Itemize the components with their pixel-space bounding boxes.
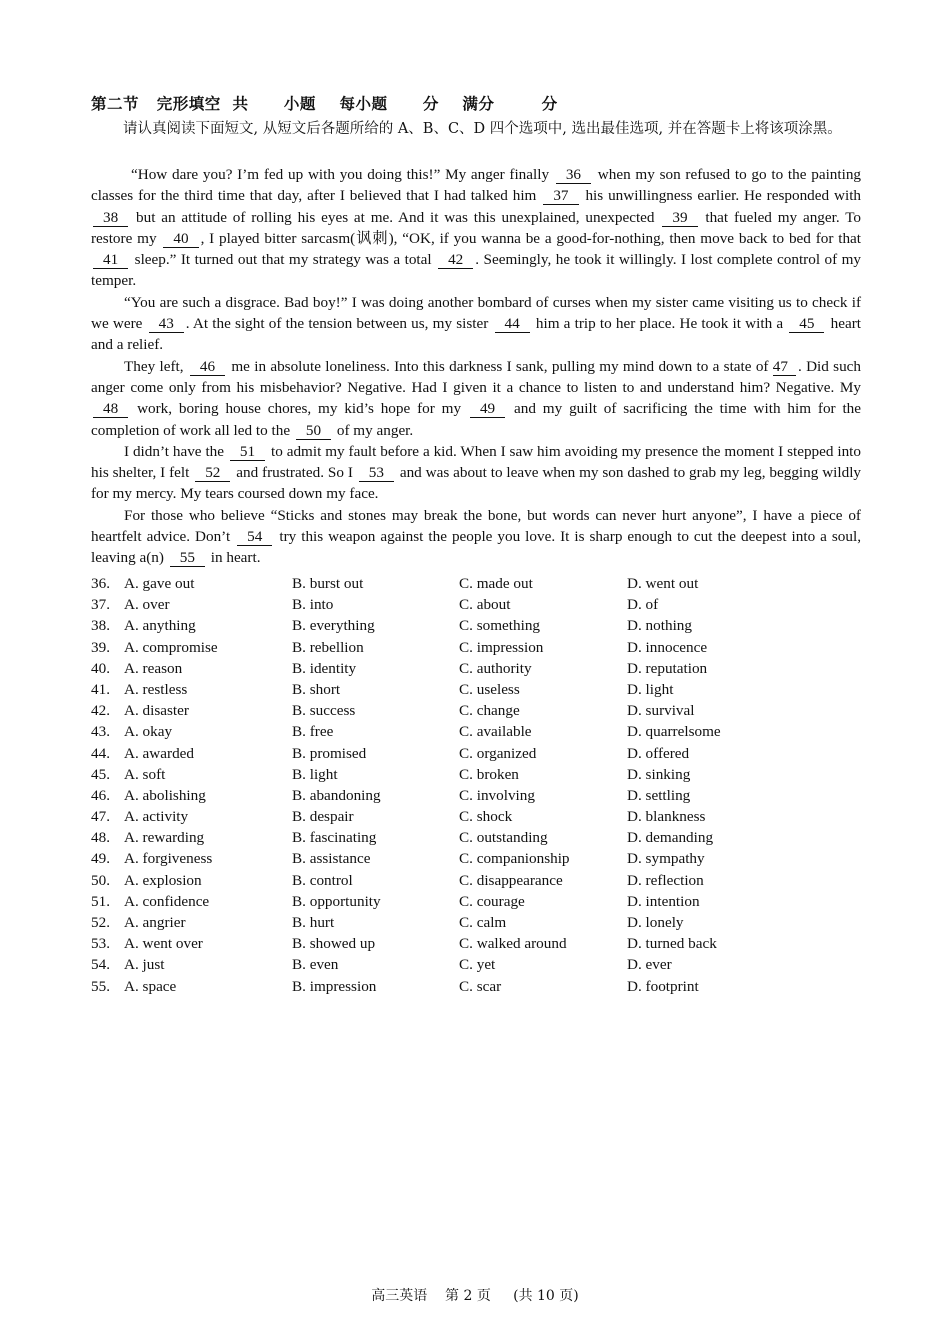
option-d[interactable]: D. offered: [627, 744, 690, 762]
option-b[interactable]: B. despair: [292, 808, 354, 826]
option-c[interactable]: C. something: [459, 617, 541, 635]
option-a[interactable]: A. forgiveness: [124, 850, 213, 868]
passage-text: and frustrated. So I: [236, 464, 353, 482]
question-number: 49.: [91, 850, 110, 868]
question-number: 47.: [91, 808, 110, 826]
option-d[interactable]: D. blankness: [627, 808, 706, 826]
option-a[interactable]: A. okay: [124, 723, 173, 741]
passage-text: to admit my fault before a kid. When I saw him avoiding my presence the moment I stepped into his shelter, I felt: [91, 442, 861, 482]
passage-text: I didn’t have the: [124, 442, 224, 460]
passage-text: of my anger.: [336, 421, 414, 439]
blank-36: 36: [556, 166, 591, 184]
blank-48: 48: [93, 400, 128, 418]
option-d[interactable]: D. survival: [627, 702, 695, 720]
option-c[interactable]: C. disappearance: [459, 871, 563, 889]
question-number: 43.: [91, 723, 110, 741]
blank-50: 50: [296, 422, 331, 440]
option-row: [91, 658, 871, 679]
passage-text: work, boring house chores, my kid’s hope for my: [137, 400, 462, 418]
option-row: [91, 637, 871, 658]
passage-text: but an attitude of rolling his eyes at me. And it was this unexplained, unexpected: [136, 208, 655, 226]
option-row: [91, 848, 871, 869]
option-b[interactable]: B. fascinating: [292, 829, 377, 847]
option-d[interactable]: D. turned back: [627, 935, 717, 953]
option-c[interactable]: C. companionship: [459, 850, 570, 868]
option-b[interactable]: B. free: [292, 723, 334, 741]
option-a[interactable]: A. disaster: [124, 702, 189, 720]
passage-text: try this weapon against the people you love. It is sharp enough to cut the deepest into a soul, leaving a(n): [91, 528, 862, 567]
option-b[interactable]: B. everything: [292, 617, 375, 635]
blank-37: 37: [543, 187, 578, 205]
option-d[interactable]: D. demanding: [627, 829, 714, 847]
passage-text: , I played bitter sarcasm(讽刺), “OK, if you wanna be a good-for-nothing, then move back to bed for that: [200, 229, 862, 247]
option-c[interactable]: C. about: [459, 596, 511, 614]
answer-options: [91, 573, 871, 997]
question-number: 41.: [91, 680, 110, 698]
option-a[interactable]: A. restless: [124, 680, 188, 698]
option-row: [91, 912, 871, 933]
option-b[interactable]: B. control: [292, 871, 353, 889]
option-a[interactable]: A. soft: [124, 765, 166, 783]
blank-38: 38: [93, 209, 128, 227]
option-d[interactable]: D. sinking: [627, 765, 691, 783]
option-b[interactable]: B. promised: [292, 744, 367, 762]
question-number: 44.: [91, 744, 110, 762]
passage-text: They left,: [124, 357, 184, 375]
option-a[interactable]: A. reason: [124, 659, 183, 677]
question-number: 53.: [91, 935, 110, 953]
option-row: [91, 976, 871, 997]
option-c[interactable]: C. shock: [459, 808, 513, 826]
option-c[interactable]: C. useless: [459, 680, 520, 698]
option-c[interactable]: C. walked around: [459, 935, 567, 953]
option-c[interactable]: C. calm: [459, 914, 507, 931]
option-d[interactable]: D. intention: [627, 892, 700, 910]
option-b[interactable]: B. success: [292, 702, 356, 720]
option-a[interactable]: A. over: [124, 596, 170, 614]
blank-42: 42: [438, 251, 473, 269]
blank-44: 44: [495, 315, 530, 333]
passage-paragraph-4: [91, 441, 861, 505]
passage-text: when my son refused to go to the painting classes for the third time that day, after I believed that I had talked him: [91, 166, 862, 205]
passage-paragraph-1: [91, 164, 861, 292]
passage-paragraph-3: [91, 356, 861, 441]
option-a[interactable]: A. angrier: [124, 914, 186, 931]
option-b[interactable]: B. showed up: [292, 935, 376, 953]
option-d[interactable]: D. of: [627, 596, 659, 614]
option-d[interactable]: D. sympathy: [627, 850, 705, 868]
option-a[interactable]: A. explosion: [124, 871, 202, 889]
option-b[interactable]: B. rebellion: [292, 638, 364, 656]
passage-text: sleep.” It turned out that my strategy was a total: [134, 251, 432, 269]
option-a[interactable]: A. confidence: [124, 892, 210, 910]
question-number: 55.: [91, 977, 110, 995]
question-number: 42.: [91, 702, 110, 720]
passage-text: “How dare you? I’m fed up with you doing this!” My anger finally: [131, 166, 550, 183]
option-row: [91, 827, 871, 848]
blank-51: 51: [230, 443, 265, 461]
option-d[interactable]: D. lonely: [627, 914, 684, 931]
question-number: 38.: [91, 617, 110, 635]
option-d[interactable]: D. nothing: [627, 617, 692, 635]
blank-49: 49: [470, 400, 505, 418]
passage-text: him a trip to her place. He took it with a: [535, 315, 784, 333]
option-row: [91, 785, 871, 806]
option-row: [91, 743, 871, 764]
blank-47: 47: [773, 358, 796, 376]
option-d[interactable]: D. quarrelsome: [627, 723, 721, 741]
option-c[interactable]: C. made out: [459, 575, 533, 592]
option-a[interactable]: A. just: [124, 956, 165, 974]
passage-text: . Did such anger come only from his misbehavior? Negative. Had I given it a chance to listen to and understand him? Negative. My: [91, 357, 861, 396]
blank-43: 43: [149, 315, 184, 333]
option-row: [91, 891, 871, 912]
blank-41: 41: [93, 251, 128, 269]
option-a[interactable]: A. abolishing: [124, 786, 206, 804]
section-title: 第二节 完形填空 共 小题 每小题 分 满分 分: [91, 94, 558, 113]
option-row: [91, 615, 871, 636]
option-b[interactable]: B. short: [292, 680, 341, 698]
passage-text: and was about to leave when my son dashed to grab my leg, begging wildly for my mercy. My tears coursed down my face.: [91, 464, 862, 503]
option-b[interactable]: B. into: [292, 596, 334, 614]
option-c[interactable]: C. scar: [459, 977, 502, 995]
passage-text: in heart.: [210, 549, 261, 567]
passage-text: “You are such a disgrace. Bad boy!” I was doing another bombard of curses when my sister came visiting us to check if we were: [91, 293, 861, 333]
option-row: [91, 806, 871, 827]
option-a[interactable]: A. activity: [124, 808, 189, 826]
option-row: [91, 933, 871, 954]
option-c[interactable]: C. impression: [459, 638, 544, 656]
option-b[interactable]: B. impression: [292, 977, 377, 995]
option-a[interactable]: A. rewarding: [124, 829, 205, 847]
passage-text: . At the sight of the tension between us, my sister: [185, 315, 489, 333]
blank-39: 39: [662, 209, 697, 227]
option-c[interactable]: C. broken: [459, 765, 519, 783]
question-number: 39.: [91, 638, 110, 656]
option-b[interactable]: B. light: [292, 765, 338, 783]
blank-46: 46: [190, 358, 225, 376]
option-c[interactable]: C. involving: [459, 786, 535, 804]
passage-text: his unwillingness earlier. He responded with: [585, 187, 862, 205]
option-row: [91, 764, 871, 785]
passage-text: For those who believe “Sticks and stones may break the bone, but words can never hurt anyone”, I have a piece of heartfelt advice. Don’t: [91, 506, 861, 546]
page-footer: 高三英语 第 2 页 (共 10 页): [371, 1288, 579, 1304]
option-c[interactable]: C. authority: [459, 659, 532, 677]
passage-text: heart and a relief.: [91, 315, 862, 354]
passage-paragraph-5: [91, 505, 861, 569]
blank-54: 54: [237, 528, 272, 546]
option-d[interactable]: D. innocence: [627, 638, 708, 656]
blank-40: 40: [163, 230, 198, 248]
option-a[interactable]: A. awarded: [124, 744, 194, 762]
blank-53: 53: [359, 464, 394, 482]
option-c[interactable]: C. available: [459, 723, 532, 741]
option-b[interactable]: B. hurt: [292, 914, 335, 931]
question-number: 54.: [91, 956, 110, 974]
question-number: 40.: [91, 659, 110, 677]
option-row: [91, 679, 871, 700]
option-b[interactable]: B. assistance: [292, 850, 371, 868]
option-c[interactable]: C. change: [459, 702, 520, 720]
option-a[interactable]: A. compromise: [124, 638, 218, 656]
passage-text: . Seemingly, he took it willingly. I lost complete control of my temper.: [91, 251, 862, 290]
passage-paragraph-2: [91, 292, 861, 356]
passage-text: me in absolute loneliness. Into this darkness I sank, pulling my mind down to a state of: [231, 357, 769, 375]
option-c[interactable]: C. courage: [459, 892, 525, 910]
option-b[interactable]: B. opportunity: [292, 892, 381, 910]
instructions: 请认真阅读下面短文, 从短文后各题所给的 A、B、C、D 四个选项中, 选出最佳选项, 并在答题卡上将该项涂黑。: [123, 121, 842, 137]
option-a[interactable]: A. went over: [124, 935, 203, 953]
question-number: 37.: [91, 596, 110, 614]
blank-45: 45: [789, 315, 824, 333]
option-a[interactable]: A. anything: [124, 617, 196, 635]
option-b[interactable]: B. abandoning: [292, 786, 381, 804]
passage-text: and my guilt of sacrificing the time with him for the completion of work all led to the: [91, 400, 862, 439]
blank-55: 55: [170, 549, 205, 567]
question-number: 48.: [91, 829, 110, 847]
option-row: [91, 870, 871, 891]
option-row: [91, 594, 871, 615]
blank-52: 52: [195, 464, 230, 482]
question-number: 52.: [91, 914, 110, 931]
option-d[interactable]: D. reflection: [627, 871, 704, 889]
question-number: 36.: [91, 575, 110, 592]
question-number: 46.: [91, 786, 110, 804]
option-row: [91, 954, 871, 975]
option-b[interactable]: B. burst out: [292, 575, 364, 592]
option-row: [91, 573, 871, 594]
question-number: 51.: [91, 892, 110, 910]
option-row: [91, 700, 871, 721]
option-b[interactable]: B. even: [292, 956, 339, 974]
question-number: 50.: [91, 871, 110, 889]
option-d[interactable]: D. went out: [627, 575, 699, 592]
option-a[interactable]: A. gave out: [124, 575, 195, 592]
option-b[interactable]: B. identity: [292, 659, 357, 677]
option-d[interactable]: D. settling: [627, 786, 691, 804]
option-d[interactable]: D. footprint: [627, 977, 699, 995]
option-d[interactable]: D. ever: [627, 956, 672, 974]
question-number: 45.: [91, 765, 110, 783]
passage-text: that fueled my anger. To restore my: [91, 208, 862, 247]
option-c[interactable]: C. outstanding: [459, 829, 548, 847]
option-a[interactable]: A. space: [124, 977, 177, 995]
option-d[interactable]: D. light: [627, 680, 674, 698]
option-d[interactable]: D. reputation: [627, 659, 708, 677]
cloze-passage: [91, 164, 861, 569]
option-row: [91, 721, 871, 742]
option-c[interactable]: C. yet: [459, 956, 496, 974]
option-c[interactable]: C. organized: [459, 744, 537, 762]
